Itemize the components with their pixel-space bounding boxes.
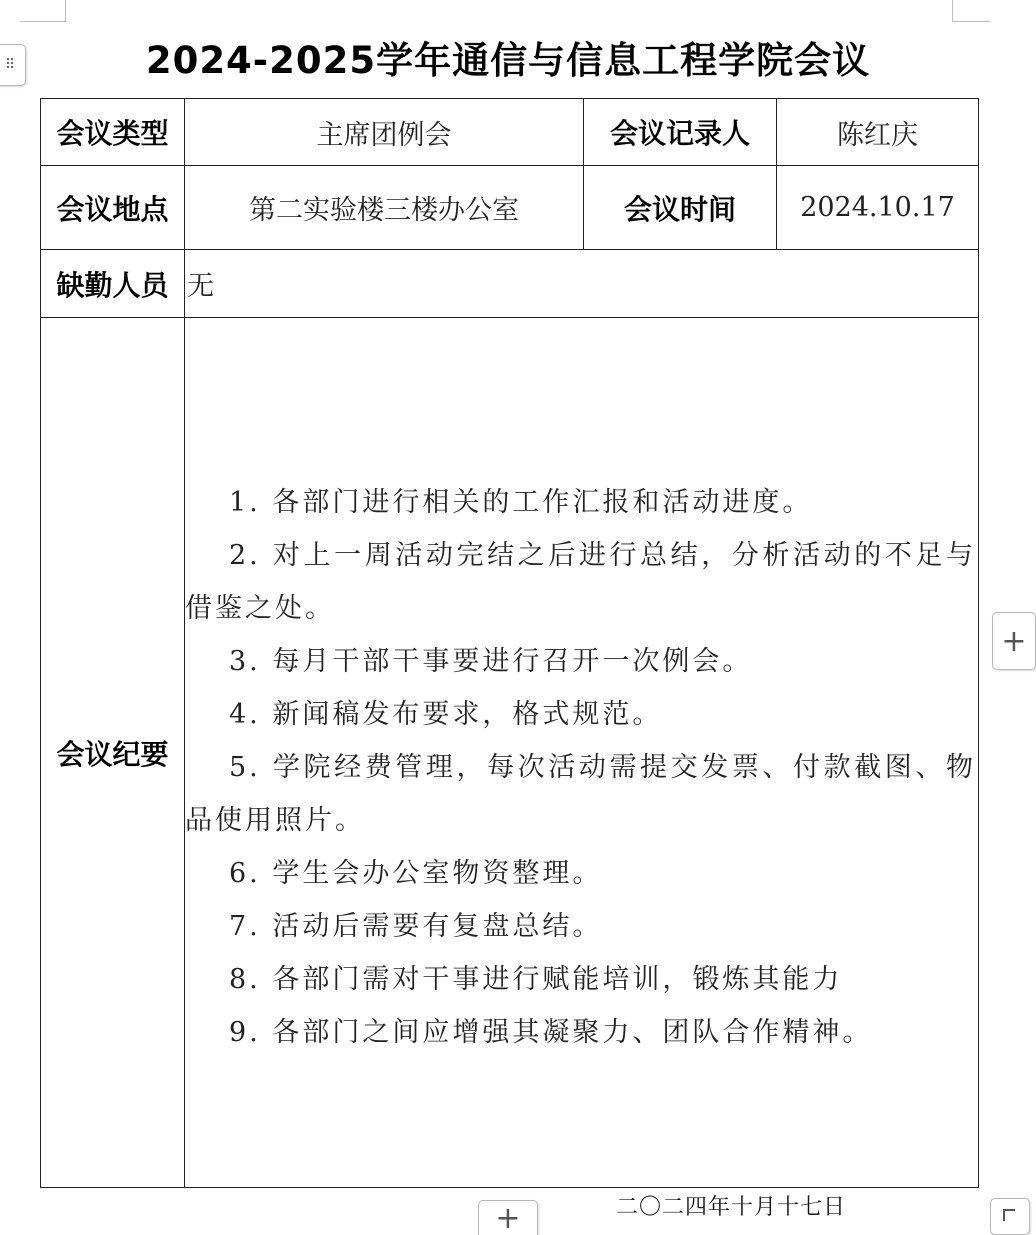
minutes-item: 6. 学生会办公室物资整理。 xyxy=(229,858,603,889)
table-row xyxy=(41,166,979,250)
absent-label: 缺勤人员 xyxy=(41,250,185,318)
recorder-label: 会议记录人 xyxy=(584,99,777,166)
recorder-value[interactable]: 陈红庆 xyxy=(777,99,979,166)
plus-icon: + xyxy=(495,1200,521,1235)
minutes-item: 2. 对上一周活动完结之后进行总结，分析活动的不足与借鉴之处。 xyxy=(185,540,976,624)
table-row xyxy=(41,318,979,1188)
add-row-button[interactable] xyxy=(478,1200,538,1235)
minutes-list xyxy=(185,318,978,1059)
minutes-cell[interactable] xyxy=(185,318,979,1188)
plus-icon: + xyxy=(1001,623,1027,659)
minutes-item: 5. 学院经费管理，每次活动需提交发票、付款截图、物品使用照片。 xyxy=(185,752,976,836)
meeting-type-value[interactable]: 主席团例会 xyxy=(185,99,584,166)
location-label: 会议地点 xyxy=(41,166,185,250)
minutes-item: 9. 各部门之间应增强其凝聚力、团队合作精神。 xyxy=(229,1017,873,1048)
sign-date: 二〇二四年十月十七日 xyxy=(616,1195,847,1220)
minutes-item: 3. 每月干部干事要进行召开一次例会。 xyxy=(229,646,753,677)
margin-corner-top-left xyxy=(20,0,66,22)
meeting-table xyxy=(40,98,979,1188)
minutes-item: 4. 新闻稿发布要求，格式规范。 xyxy=(229,699,663,730)
minutes-item: 1. 各部门进行相关的工作汇报和活动进度。 xyxy=(229,487,813,518)
table-row xyxy=(41,250,979,318)
meeting-type-label: 会议类型 xyxy=(41,99,185,166)
minutes-label: 会议纪要 xyxy=(41,318,185,1188)
table-row xyxy=(41,99,979,166)
minutes-item: 8. 各部门需对干事进行赋能培训，锻炼其能力 xyxy=(229,964,843,995)
move-grid-icon: ⠿ xyxy=(4,57,16,73)
time-label: 会议时间 xyxy=(584,166,777,250)
minutes-item: 7. 活动后需要有复盘总结。 xyxy=(229,911,603,942)
margin-corner-top-right xyxy=(952,0,990,22)
time-value[interactable]: 2024.10.17 xyxy=(777,166,979,250)
table-resize-handle[interactable] xyxy=(990,1198,1030,1235)
absent-value[interactable]: 无 xyxy=(185,250,979,318)
add-column-button[interactable] xyxy=(992,612,1036,670)
document-title: 2024-2025学年通信与信息工程学院会议 xyxy=(145,39,871,82)
location-value[interactable]: 第二实验楼三楼办公室 xyxy=(185,166,584,250)
